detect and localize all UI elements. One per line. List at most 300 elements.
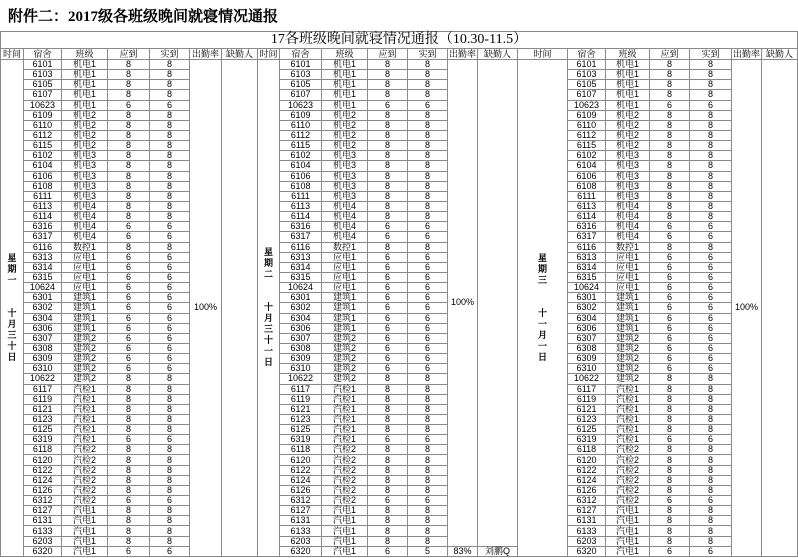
actual-cell: 6: [408, 354, 448, 364]
expected-cell: 8: [108, 526, 150, 536]
dorm-cell: 6123: [24, 415, 62, 425]
class-cell: 机电4: [62, 222, 108, 232]
expected-cell: 8: [368, 80, 408, 90]
actual-cell: 8: [150, 151, 190, 161]
expected-cell: 8: [368, 131, 408, 141]
class-cell: 机电4: [322, 232, 368, 242]
dorm-cell: 6121: [568, 405, 606, 415]
dorm-cell: 6312: [280, 496, 322, 506]
expected-cell: 8: [368, 526, 408, 536]
class-cell: 机电2: [62, 131, 108, 141]
class-cell: 机电4: [62, 212, 108, 222]
class-cell: 建筑1: [606, 314, 650, 324]
expected-cell: 8: [368, 151, 408, 161]
actual-cell: 8: [690, 526, 732, 536]
actual-cell: 6: [690, 324, 732, 334]
actual-cell: 8: [690, 60, 732, 70]
expected-cell: 8: [368, 182, 408, 192]
dorm-cell: 6107: [568, 90, 606, 100]
actual-cell: 8: [690, 121, 732, 131]
actual-cell: 8: [690, 516, 732, 526]
actual-cell: 8: [150, 405, 190, 415]
actual-cell: 6: [408, 314, 448, 324]
actual-cell: 8: [150, 131, 190, 141]
class-cell: 应电1: [322, 253, 368, 263]
actual-cell: 8: [408, 202, 448, 212]
expected-cell: 6: [368, 222, 408, 232]
class-cell: 应电1: [606, 283, 650, 293]
dorm-cell: 6125: [24, 425, 62, 435]
dorm-cell: 6111: [568, 192, 606, 202]
expected-cell: 8: [108, 90, 150, 100]
dorm-cell: 6114: [280, 212, 322, 222]
class-cell: 应电1: [62, 253, 108, 263]
actual-cell: 8: [408, 506, 448, 516]
actual-cell: 8: [150, 445, 190, 455]
dorm-cell: 6309: [568, 354, 606, 364]
expected-cell: 8: [368, 243, 408, 253]
expected-cell: 6: [108, 293, 150, 303]
expected-cell: 8: [650, 161, 690, 171]
dorm-cell: 6119: [24, 395, 62, 405]
expected-cell: 6: [108, 314, 150, 324]
actual-cell: 6: [690, 293, 732, 303]
actual-cell: 8: [690, 212, 732, 222]
actual-cell: 8: [150, 425, 190, 435]
class-cell: 机电4: [606, 232, 650, 242]
dorm-cell: 6125: [568, 425, 606, 435]
absentee-cell: [478, 60, 518, 547]
expected-cell: 6: [108, 547, 150, 557]
header-dorm: 宿舍: [24, 49, 62, 60]
header-time: 时间: [1, 49, 24, 60]
class-cell: 汽检1: [606, 395, 650, 405]
class-cell: 机电2: [606, 141, 650, 151]
actual-cell: 8: [690, 405, 732, 415]
expected-cell: 6: [108, 354, 150, 364]
actual-cell: 6: [408, 334, 448, 344]
dorm-cell: 6109: [24, 111, 62, 121]
class-cell: 机电1: [606, 101, 650, 111]
attendance-rate-cell: 100%: [732, 60, 762, 557]
class-cell: 应电1: [62, 273, 108, 283]
expected-cell: 6: [108, 222, 150, 232]
expected-cell: 6: [368, 547, 408, 557]
expected-cell: 8: [368, 395, 408, 405]
expected-cell: 8: [650, 374, 690, 384]
class-cell: 建筑1: [606, 293, 650, 303]
expected-cell: 8: [108, 506, 150, 516]
dorm-cell: 6116: [568, 243, 606, 253]
class-cell: 汽电1: [62, 516, 108, 526]
dorm-cell: 6108: [568, 182, 606, 192]
dorm-cell: 6103: [280, 70, 322, 80]
expected-cell: 8: [650, 506, 690, 516]
expected-cell: 6: [368, 283, 408, 293]
actual-cell: 6: [408, 253, 448, 263]
dorm-cell: 6117: [568, 385, 606, 395]
class-cell: 汽检2: [606, 445, 650, 455]
dorm-cell: 10623: [568, 101, 606, 111]
dorm-cell: 6319: [568, 435, 606, 445]
class-cell: 机电3: [62, 192, 108, 202]
dorm-cell: 6304: [568, 314, 606, 324]
actual-cell: 8: [690, 445, 732, 455]
dorm-cell: 6302: [280, 303, 322, 313]
actual-cell: 6: [150, 324, 190, 334]
class-cell: 汽检2: [322, 476, 368, 486]
actual-cell: 6: [690, 354, 732, 364]
class-cell: 机电1: [322, 80, 368, 90]
dorm-cell: 6314: [280, 263, 322, 273]
expected-cell: 8: [650, 151, 690, 161]
actual-cell: 6: [150, 303, 190, 313]
actual-cell: 8: [150, 60, 190, 70]
actual-cell: 6: [408, 273, 448, 283]
dorm-cell: 6102: [24, 151, 62, 161]
dorm-cell: 6116: [280, 243, 322, 253]
header-dorm: 宿舍: [280, 49, 322, 60]
attendance-report-table: [0, 31, 798, 557]
time-cell: [258, 60, 280, 557]
dorm-cell: 6317: [568, 232, 606, 242]
expected-cell: 8: [650, 70, 690, 80]
actual-cell: 8: [690, 537, 732, 547]
dorm-cell: 6131: [24, 516, 62, 526]
actual-cell: 8: [690, 476, 732, 486]
actual-cell: 8: [408, 60, 448, 70]
class-cell: 建筑2: [606, 334, 650, 344]
actual-cell: 6: [690, 303, 732, 313]
class-cell: 汽检2: [62, 496, 108, 506]
class-cell: 汽检2: [322, 466, 368, 476]
class-cell: 机电3: [62, 172, 108, 182]
actual-cell: 8: [690, 395, 732, 405]
expected-cell: 8: [650, 172, 690, 182]
actual-cell: 8: [408, 537, 448, 547]
class-cell: 汽检1: [606, 435, 650, 445]
actual-cell: 6: [150, 293, 190, 303]
expected-cell: 8: [108, 445, 150, 455]
class-cell: 机电1: [322, 70, 368, 80]
actual-cell: 6: [690, 283, 732, 293]
class-cell: 建筑1: [322, 293, 368, 303]
class-cell: 应电1: [62, 283, 108, 293]
expected-cell: 8: [368, 466, 408, 476]
expected-cell: 6: [108, 253, 150, 263]
expected-cell: 8: [108, 70, 150, 80]
actual-cell: 8: [150, 90, 190, 100]
dorm-cell: 6103: [568, 70, 606, 80]
actual-cell: 6: [150, 364, 190, 374]
expected-cell: 8: [108, 111, 150, 121]
dorm-cell: 6304: [24, 314, 62, 324]
dorm-cell: 6110: [568, 121, 606, 131]
actual-cell: 8: [408, 151, 448, 161]
class-cell: 汽检1: [62, 395, 108, 405]
class-cell: 汽检1: [322, 385, 368, 395]
actual-cell: 8: [690, 385, 732, 395]
class-cell: 机电1: [62, 80, 108, 90]
dorm-cell: 6302: [568, 303, 606, 313]
dorm-cell: 6314: [24, 263, 62, 273]
actual-cell: 6: [150, 354, 190, 364]
dorm-cell: 6109: [568, 111, 606, 121]
attendance-rate-cell: 100%: [448, 60, 478, 547]
actual-cell: 6: [150, 314, 190, 324]
actual-cell: 6: [408, 496, 448, 506]
dorm-cell: 6115: [24, 141, 62, 151]
actual-cell: 6: [150, 273, 190, 283]
actual-cell: 6: [408, 435, 448, 445]
class-cell: 汽检2: [62, 486, 108, 496]
expected-cell: 8: [650, 131, 690, 141]
dorm-cell: 6307: [280, 334, 322, 344]
class-cell: 汽检2: [322, 455, 368, 465]
class-cell: 汽检2: [322, 445, 368, 455]
actual-cell: 6: [408, 101, 448, 111]
dorm-cell: 6315: [24, 273, 62, 283]
class-cell: 建筑2: [606, 354, 650, 364]
class-cell: 汽检1: [322, 425, 368, 435]
class-cell: 汽检2: [606, 496, 650, 506]
class-cell: 汽电1: [606, 547, 650, 557]
actual-cell: 8: [690, 243, 732, 253]
expected-cell: 8: [368, 90, 408, 100]
class-cell: 数控1: [606, 243, 650, 253]
actual-cell: 6: [690, 273, 732, 283]
class-cell: 机电4: [322, 202, 368, 212]
class-cell: 建筑2: [606, 364, 650, 374]
expected-cell: 8: [108, 182, 150, 192]
expected-cell: 6: [368, 314, 408, 324]
actual-cell: 8: [150, 202, 190, 212]
attendance-rate-cell: 100%: [190, 60, 222, 557]
dorm-cell: 6124: [24, 476, 62, 486]
header-class: 班级: [322, 49, 368, 60]
expected-cell: 6: [368, 324, 408, 334]
class-cell: 建筑1: [62, 293, 108, 303]
class-cell: 汽检1: [322, 435, 368, 445]
dorm-cell: 10624: [568, 283, 606, 293]
class-cell: 应电1: [62, 263, 108, 273]
weekday-label: 星期一: [7, 252, 17, 285]
expected-cell: 8: [650, 476, 690, 486]
dorm-cell: 6123: [568, 415, 606, 425]
expected-cell: 8: [368, 385, 408, 395]
header-attendance-rate: 出勤率: [732, 48, 760, 59]
dorm-cell: 6114: [568, 212, 606, 222]
actual-cell: 6: [150, 283, 190, 293]
class-cell: 汽电1: [322, 516, 368, 526]
class-cell: 机电2: [322, 131, 368, 141]
class-cell: 机电2: [606, 111, 650, 121]
expected-cell: 6: [108, 435, 150, 445]
dorm-cell: 6133: [24, 526, 62, 536]
dorm-cell: 6203: [280, 537, 322, 547]
dorm-cell: 6319: [280, 435, 322, 445]
expected-cell: 8: [108, 466, 150, 476]
class-cell: 建筑2: [606, 374, 650, 384]
actual-cell: 8: [690, 415, 732, 425]
header-expected: 应到: [650, 49, 690, 60]
expected-cell: 6: [108, 263, 150, 273]
expected-cell: 8: [368, 374, 408, 384]
expected-cell: 8: [108, 161, 150, 171]
actual-cell: 8: [150, 111, 190, 121]
attendance-rate-cell: 83%: [448, 547, 478, 557]
actual-cell: 8: [408, 131, 448, 141]
class-cell: 建筑2: [62, 334, 108, 344]
actual-cell: 8: [150, 466, 190, 476]
expected-cell: 8: [650, 516, 690, 526]
dorm-cell: 6112: [280, 131, 322, 141]
class-cell: 汽检1: [62, 425, 108, 435]
class-cell: 机电2: [322, 111, 368, 121]
class-cell: 汽电1: [606, 537, 650, 547]
class-cell: 机电4: [62, 232, 108, 242]
actual-cell: 8: [408, 526, 448, 536]
class-cell: 建筑2: [606, 344, 650, 354]
dorm-cell: 6105: [568, 80, 606, 90]
header-actual: 实到: [408, 49, 448, 60]
dorm-cell: 6310: [568, 364, 606, 374]
actual-cell: 8: [408, 182, 448, 192]
expected-cell: 8: [650, 212, 690, 222]
class-cell: 汽电1: [606, 526, 650, 536]
actual-cell: 8: [690, 455, 732, 465]
header-absentee: 缺勤人: [222, 49, 258, 60]
actual-cell: 8: [150, 70, 190, 80]
actual-cell: 8: [408, 192, 448, 202]
dorm-cell: 10623: [24, 101, 62, 111]
actual-cell: 8: [150, 415, 190, 425]
expected-cell: 8: [650, 445, 690, 455]
header-time: 时间: [258, 49, 280, 60]
actual-cell: 6: [690, 334, 732, 344]
class-cell: 汽检2: [62, 476, 108, 486]
class-cell: 机电4: [62, 202, 108, 212]
actual-cell: 8: [690, 466, 732, 476]
class-cell: 汽检2: [62, 455, 108, 465]
class-cell: 汽电1: [322, 547, 368, 557]
expected-cell: 6: [650, 354, 690, 364]
dorm-cell: 6115: [280, 141, 322, 151]
class-cell: 汽电1: [62, 547, 108, 557]
expected-cell: 6: [368, 303, 408, 313]
class-cell: 建筑2: [322, 334, 368, 344]
class-cell: 汽检1: [606, 405, 650, 415]
dorm-cell: 6104: [280, 161, 322, 171]
class-cell: 机电3: [322, 151, 368, 161]
actual-cell: 6: [690, 344, 732, 354]
dorm-cell: 6131: [568, 516, 606, 526]
expected-cell: 8: [368, 405, 408, 415]
class-cell: 机电1: [322, 101, 368, 111]
expected-cell: 8: [368, 486, 408, 496]
expected-cell: 8: [650, 80, 690, 90]
expected-cell: 8: [650, 466, 690, 476]
class-cell: 汽检1: [322, 415, 368, 425]
class-cell: 应电1: [322, 263, 368, 273]
dorm-cell: 6122: [24, 466, 62, 476]
dorm-cell: 6107: [280, 90, 322, 100]
actual-cell: 8: [150, 161, 190, 171]
actual-cell: 8: [408, 80, 448, 90]
dorm-cell: 6119: [568, 395, 606, 405]
class-cell: 建筑1: [606, 324, 650, 334]
actual-cell: 6: [690, 253, 732, 263]
class-cell: 汽电1: [322, 506, 368, 516]
expected-cell: 6: [650, 344, 690, 354]
actual-cell: 8: [150, 141, 190, 151]
class-cell: 机电2: [322, 121, 368, 131]
actual-cell: 8: [408, 466, 448, 476]
dorm-cell: 6107: [24, 90, 62, 100]
expected-cell: 6: [368, 263, 408, 273]
class-cell: 机电3: [606, 172, 650, 182]
dorm-cell: 6113: [568, 202, 606, 212]
class-cell: 汽检1: [62, 405, 108, 415]
class-cell: 汽检1: [606, 425, 650, 435]
table-title: 17各班级晚间就寝情况通报（10.30-11.5）: [1, 32, 798, 49]
dorm-cell: 6307: [568, 334, 606, 344]
expected-cell: 8: [368, 212, 408, 222]
expected-cell: 8: [650, 455, 690, 465]
expected-cell: 8: [108, 60, 150, 70]
actual-cell: 6: [408, 324, 448, 334]
expected-cell: 8: [650, 182, 690, 192]
actual-cell: 8: [150, 395, 190, 405]
expected-cell: 8: [108, 151, 150, 161]
actual-cell: 8: [408, 374, 448, 384]
dorm-cell: 6126: [24, 486, 62, 496]
dorm-cell: 6301: [568, 293, 606, 303]
dorm-cell: 6101: [280, 60, 322, 70]
dorm-cell: 6127: [568, 506, 606, 516]
class-cell: 机电3: [606, 192, 650, 202]
dorm-cell: 6106: [568, 172, 606, 182]
dorm-cell: 6106: [280, 172, 322, 182]
expected-cell: 6: [368, 101, 408, 111]
expected-cell: 8: [108, 212, 150, 222]
class-cell: 机电4: [606, 222, 650, 232]
header-absentee: 缺勤人: [478, 49, 518, 60]
actual-cell: 6: [150, 222, 190, 232]
actual-cell: 8: [408, 161, 448, 171]
class-cell: 汽检1: [322, 395, 368, 405]
expected-cell: 6: [650, 263, 690, 273]
dorm-cell: 6111: [24, 192, 62, 202]
expected-cell: 6: [108, 324, 150, 334]
expected-cell: 6: [368, 334, 408, 344]
header-expected: 应到: [368, 49, 408, 60]
dorm-cell: 6310: [24, 364, 62, 374]
dorm-cell: 6312: [24, 496, 62, 506]
actual-cell: 6: [408, 293, 448, 303]
absentee-cell: [762, 60, 798, 557]
time-cell: [518, 60, 568, 557]
expected-cell: 8: [650, 141, 690, 151]
dorm-cell: 6125: [280, 425, 322, 435]
class-cell: 数控1: [322, 243, 368, 253]
actual-cell: 8: [690, 202, 732, 212]
class-cell: 建筑1: [62, 314, 108, 324]
expected-cell: 8: [368, 192, 408, 202]
expected-cell: 6: [650, 101, 690, 111]
header-dorm: 宿舍: [568, 49, 606, 60]
actual-cell: 6: [150, 496, 190, 506]
